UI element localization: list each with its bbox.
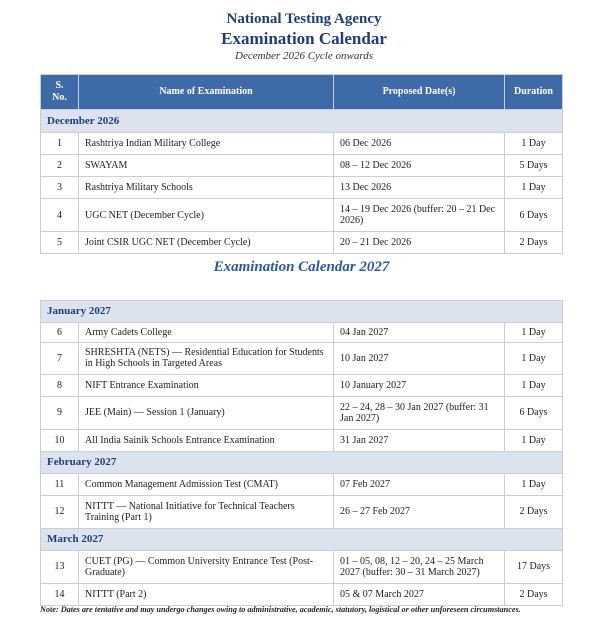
document-subtitle: December 2026 Cycle onwards bbox=[235, 50, 373, 62]
month-row-mar-2027 bbox=[41, 528, 563, 550]
row-date: 01 – 05, 08, 12 – 20, 24 – 25 March 2027 (buffer: 30 – 31 March 2027) bbox=[334, 550, 505, 583]
row-sno: 7 bbox=[41, 342, 79, 374]
row-sno: 10 bbox=[41, 429, 79, 451]
row-duration: 6 Days bbox=[505, 396, 563, 429]
month-label: March 2027 bbox=[41, 528, 563, 550]
row-date: 22 – 24, 28 – 30 Jan 2027 (buffer: 31 Jan 2027) bbox=[334, 396, 505, 429]
row-exam-name: UGC NET (December Cycle) bbox=[79, 199, 334, 232]
row-date: 20 – 21 Dec 2026 bbox=[334, 232, 505, 254]
row-sno: 14 bbox=[41, 583, 79, 605]
row-exam-name: Rashtriya Military Schools bbox=[79, 177, 334, 199]
row-exam-name: SHRESHTA (NETS) — Residential Education for Students in High Schools in Targeted Areas bbox=[79, 342, 334, 374]
exam-calendar-table bbox=[40, 74, 563, 606]
row-exam-name: Common Management Admission Test (CMAT) bbox=[79, 473, 334, 495]
row-duration: 1 Day bbox=[505, 177, 563, 199]
row-date: 10 Jan 2027 bbox=[334, 342, 505, 374]
table-row bbox=[41, 342, 563, 374]
col-header-date: Proposed Date(s) bbox=[334, 75, 505, 110]
table-row bbox=[41, 583, 563, 605]
row-exam-name: Joint CSIR UGC NET (December Cycle) bbox=[79, 232, 334, 254]
row-date: 07 Feb 2027 bbox=[334, 473, 505, 495]
row-sno: 6 bbox=[41, 322, 79, 342]
row-sno: 9 bbox=[41, 396, 79, 429]
row-duration: 1 Day bbox=[505, 342, 563, 374]
spacer bbox=[41, 282, 563, 301]
row-exam-name: All India Sainik Schools Entrance Examination bbox=[79, 429, 334, 451]
row-duration: 5 Days bbox=[505, 155, 563, 177]
table-row bbox=[41, 396, 563, 429]
table-header-row bbox=[41, 75, 563, 110]
table-row bbox=[41, 495, 563, 528]
row-date: 05 & 07 March 2027 bbox=[334, 583, 505, 605]
month-row-feb-2027 bbox=[41, 451, 563, 473]
table-row bbox=[41, 429, 563, 451]
row-sno: 11 bbox=[41, 473, 79, 495]
row-date: 06 Dec 2026 bbox=[334, 133, 505, 155]
row-sno: 3 bbox=[41, 177, 79, 199]
row-exam-name: NITTT — National Initiative for Technical Teachers Training (Part 1) bbox=[79, 495, 334, 528]
row-date: 13 Dec 2026 bbox=[334, 177, 505, 199]
row-exam-name: NITTT (Part 2) bbox=[79, 583, 334, 605]
table-row bbox=[41, 155, 563, 177]
row-date: 31 Jan 2027 bbox=[334, 429, 505, 451]
row-sno: 13 bbox=[41, 550, 79, 583]
row-date: 04 Jan 2027 bbox=[334, 322, 505, 342]
section-title-row bbox=[41, 254, 563, 282]
row-exam-name: NIFT Entrance Examination bbox=[79, 374, 334, 396]
table-row bbox=[41, 232, 563, 254]
table-row bbox=[41, 374, 563, 396]
row-sno: 8 bbox=[41, 374, 79, 396]
row-duration: 1 Day bbox=[505, 374, 563, 396]
month-label: January 2027 bbox=[41, 300, 563, 322]
table-row bbox=[41, 322, 563, 342]
table-row bbox=[41, 199, 563, 232]
month-label: February 2027 bbox=[41, 451, 563, 473]
row-exam-name: SWAYAM bbox=[79, 155, 334, 177]
row-duration: 2 Days bbox=[505, 495, 563, 528]
disclaimer-note: Note: Dates are tentative and may undergo changes owing to administrative, academic, statutory, logistical or other unforeseen circumstances. bbox=[40, 605, 521, 614]
row-exam-name: JEE (Main) — Session 1 (January) bbox=[79, 396, 334, 429]
table-row bbox=[41, 133, 563, 155]
row-duration: 1 Day bbox=[505, 429, 563, 451]
row-date: 26 – 27 Feb 2027 bbox=[334, 495, 505, 528]
row-sno: 1 bbox=[41, 133, 79, 155]
row-sno: 2 bbox=[41, 155, 79, 177]
col-header-duration: Duration bbox=[505, 75, 563, 110]
table-row bbox=[41, 177, 563, 199]
row-duration: 1 Day bbox=[505, 322, 563, 342]
row-date: 14 – 19 Dec 2026 (buffer: 20 – 21 Dec 2026) bbox=[334, 199, 505, 232]
row-sno: 5 bbox=[41, 232, 79, 254]
document-title: Examination Calendar bbox=[221, 29, 387, 48]
month-row-dec-2026 bbox=[41, 110, 563, 133]
month-row-jan-2027 bbox=[41, 300, 563, 322]
row-date: 08 – 12 Dec 2026 bbox=[334, 155, 505, 177]
row-duration: 6 Days bbox=[505, 199, 563, 232]
row-sno: 12 bbox=[41, 495, 79, 528]
section-title-2027: Examination Calendar 2027 bbox=[41, 254, 563, 282]
row-date: 10 January 2027 bbox=[334, 374, 505, 396]
row-duration: 1 Day bbox=[505, 473, 563, 495]
month-label: December 2026 bbox=[41, 110, 563, 133]
row-exam-name: Army Cadets College bbox=[79, 322, 334, 342]
table-row bbox=[41, 550, 563, 583]
row-duration: 2 Days bbox=[505, 583, 563, 605]
agency-name: National Testing Agency bbox=[226, 11, 382, 27]
row-exam-name: Rashtriya Indian Military College bbox=[79, 133, 334, 155]
col-header-sno: S. No. bbox=[41, 75, 79, 110]
table-row bbox=[41, 473, 563, 495]
document-header bbox=[0, 0, 608, 63]
row-duration: 1 Day bbox=[505, 133, 563, 155]
col-header-name: Name of Examination bbox=[79, 75, 334, 110]
row-exam-name: CUET (PG) — Common University Entrance Test (Post-Graduate) bbox=[79, 550, 334, 583]
row-duration: 2 Days bbox=[505, 232, 563, 254]
spacer-row bbox=[41, 282, 563, 301]
row-duration: 17 Days bbox=[505, 550, 563, 583]
row-sno: 4 bbox=[41, 199, 79, 232]
